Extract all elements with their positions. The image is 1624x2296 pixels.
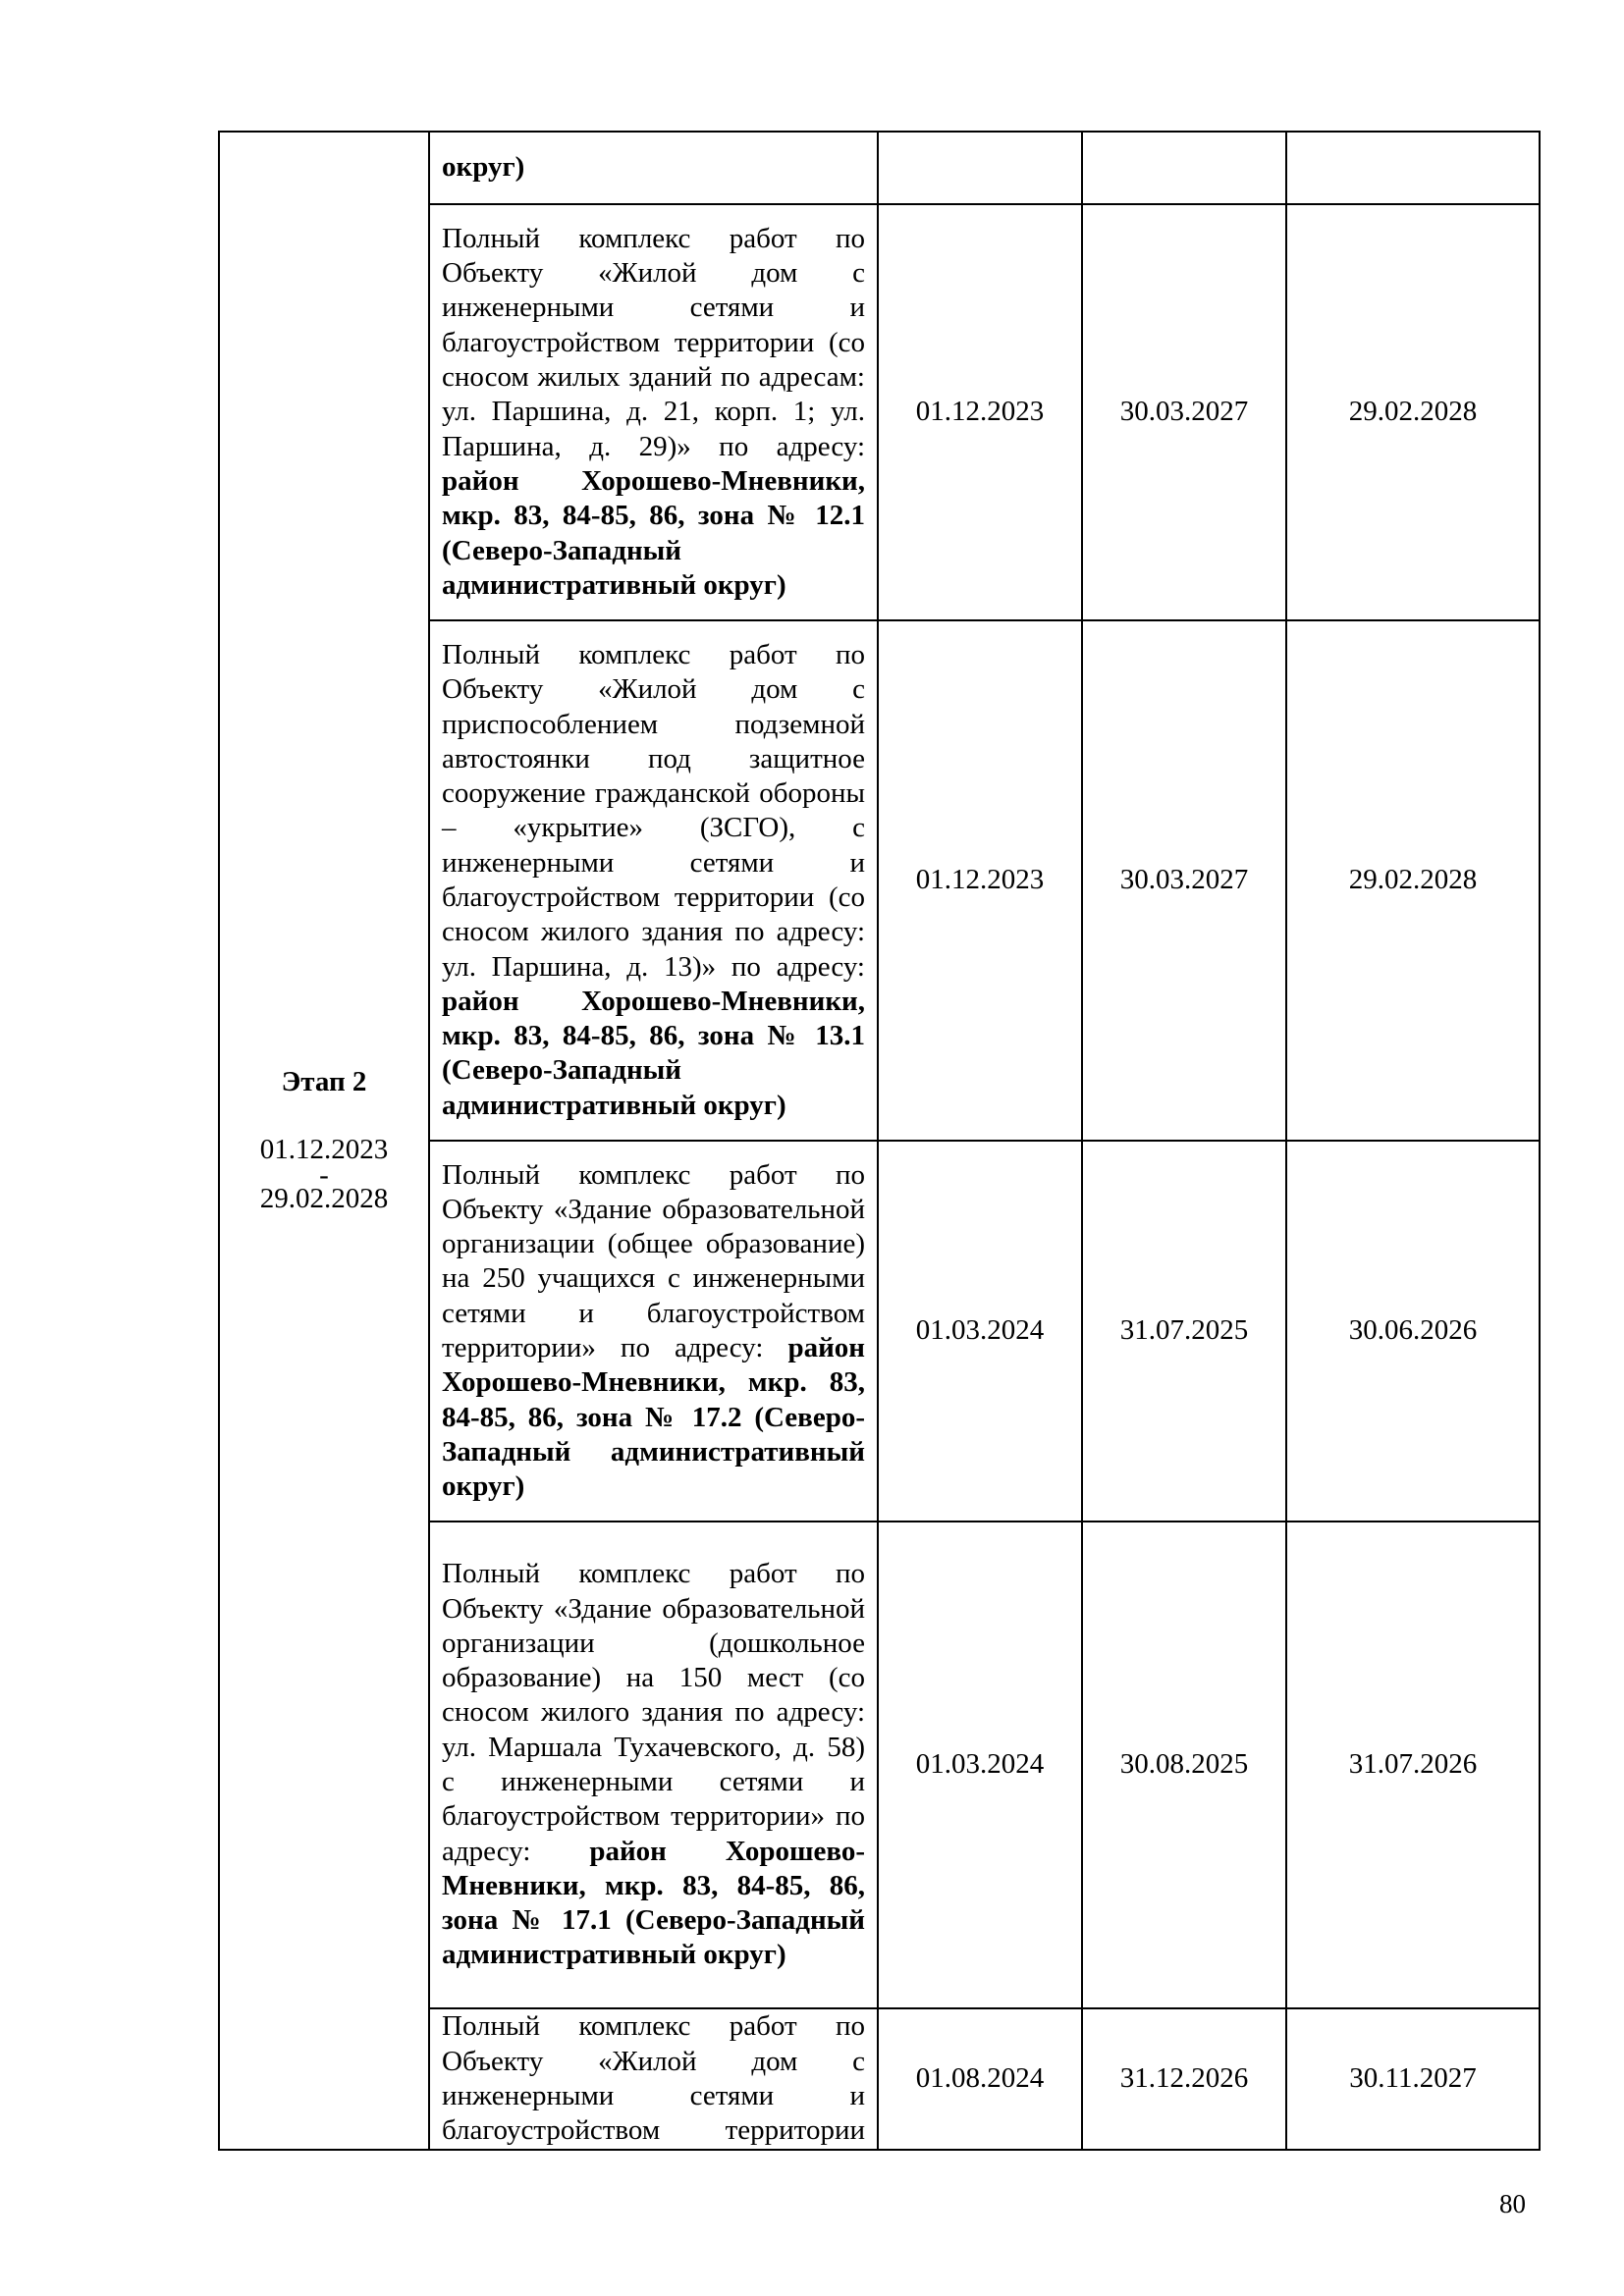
start-date-cell: 01.12.2023 [878,620,1082,1141]
description-cell [429,132,878,204]
stage-title: Этап 2 [281,1066,367,1098]
commissioning-date-cell: 30.11.2027 [1286,2008,1540,2150]
start-date-cell [878,132,1082,204]
commissioning-date-cell: 31.07.2026 [1286,1522,1540,2008]
stage-date-separator: - [319,1158,329,1191]
schedule-table [218,131,1541,2151]
commissioning-date-cell: 30.06.2026 [1286,1141,1540,1522]
stage-cell [219,132,429,2150]
description-cell: Полный комплекс работ по Объекту «Здание образовательной организации (общее образование) на 250 учащихся с инженерными сетями и благоустройством территории» по адресу: район Хорошево-Мневники, мкр. 83, 84-85, 86, зона № 17.2 (Северо-Западный административный округ) [429,1141,878,1522]
address-bold: район Хорошево-Мневники, мкр. 83, 84-85, 86, зона № 13.1 (Северо-Западный административный округ) [442,985,865,1121]
address-bold: район Хорошево-Мневники, мкр. 83, 84-85, 86, зона № 12.1 (Северо-Западный административный округ) [442,464,865,601]
description-cell: Полный комплекс работ по Объекту «Здание образовательной организации (дошкольное образование) на 150 мест (со сносом жилого здания по адресу: ул. Маршала Тухачевского, д. 58) с инженерными сетями и благоустройством территории» по адресу: район Хорошево-Мневники, мкр. 83, 84-85, 86, зона № 17.1 (Северо-Западный административный округ) [429,1522,878,2008]
completion-date-cell [1082,132,1286,204]
stage-start-date: 01.12.2023 [259,1134,389,1166]
completion-date-cell: 31.07.2025 [1082,1141,1286,1522]
address-bold: округ) [442,151,525,184]
table-row [219,132,1540,204]
start-date-cell: 01.08.2024 [878,2008,1082,2150]
description-cell: Полный комплекс работ по Объекту «Жилой дом с инженерными сетями и благоустройством территории [429,2008,878,2150]
start-date-cell: 01.03.2024 [878,1522,1082,2008]
start-date-cell: 01.03.2024 [878,1141,1082,1522]
completion-date-cell: 30.03.2027 [1082,620,1286,1141]
commissioning-date-cell [1286,132,1540,204]
address-bold: район Хорошево-Мневники, мкр. 83, 84-85, 86, зона № 17.1 (Северо-Западный административный округ) [442,1835,865,1971]
commissioning-date-cell: 29.02.2028 [1286,620,1540,1141]
stage-end-date: 29.02.2028 [259,1182,389,1214]
description-cell: Полный комплекс работ по Объекту «Жилой дом с приспособлением подземной автостоянки под защитное сооружение гражданской обороны – «укрытие» (ЗСГО), с инженерными сетями и благоустройством территории (со сносом жилого здания по адресу: ул. Паршина, д. 13)» по адресу: район Хорошево-Мневники, мкр. 83, 84-85, 86, зона № 13.1 (Северо-Западный административный округ) [429,620,878,1141]
description-cell: Полный комплекс работ по Объекту «Жилой дом с инженерными сетями и благоустройством территории (со сносом жилых зданий по адресам: ул. Паршина, д. 21, корп. 1; ул. Паршина, д. 29)» по адресу: район Хорошево-Мневники, мкр. 83, 84-85, 86, зона № 12.1 (Северо-Западный административный округ) [429,204,878,620]
completion-date-cell: 31.12.2026 [1082,2008,1286,2150]
page-number: 80 [1499,2189,1526,2218]
start-date-cell: 01.12.2023 [878,204,1082,620]
address-bold: район Хорошево-Мневники, мкр. 83, 84-85, 86, зона № 17.2 (Северо-Западный административный округ) [442,1332,865,1503]
commissioning-date-cell: 29.02.2028 [1286,204,1540,620]
completion-date-cell: 30.03.2027 [1082,204,1286,620]
completion-date-cell: 30.08.2025 [1082,1522,1286,2008]
